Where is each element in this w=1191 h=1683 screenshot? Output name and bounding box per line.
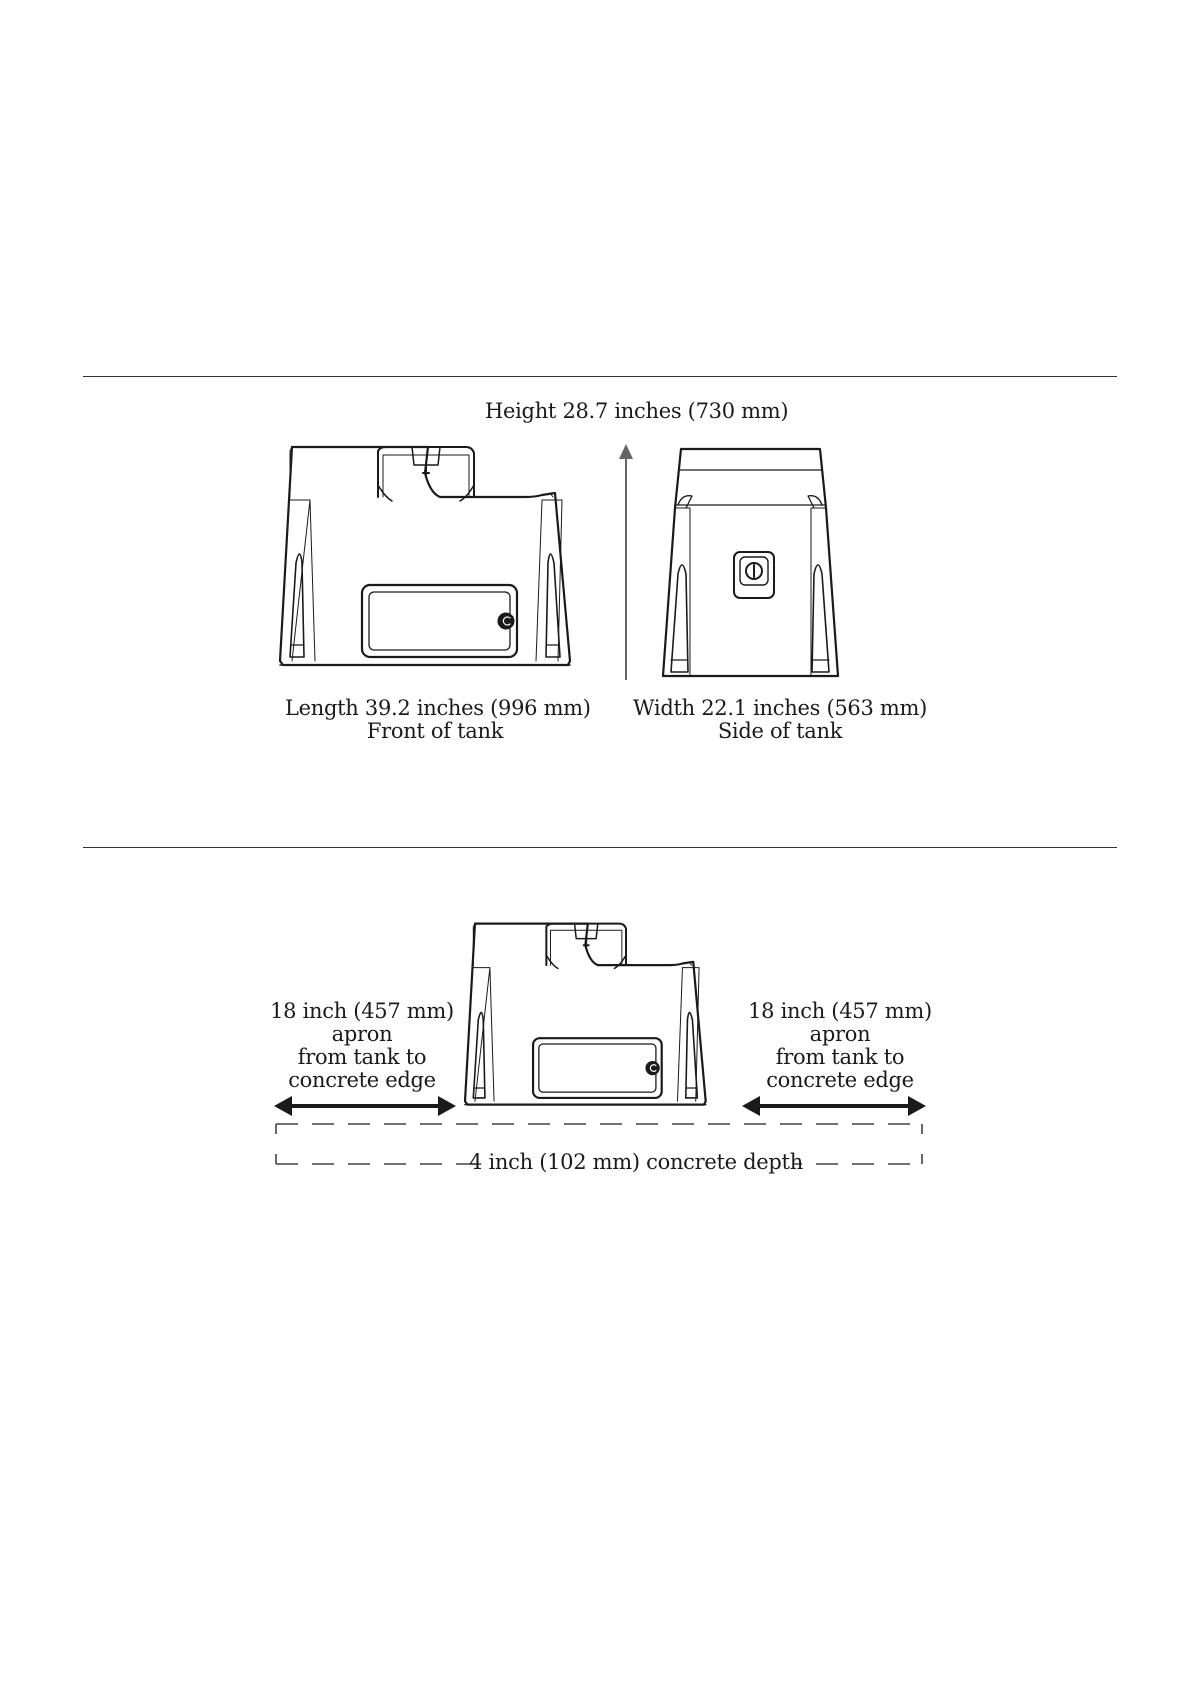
right-apron-line-2: apron	[809, 1022, 871, 1046]
concrete-depth-label: 4 inch (102 mm) concrete depth	[469, 1150, 803, 1174]
front-of-tank-drawing	[280, 447, 570, 665]
right-apron-line-1: 18 inch (457 mm)	[748, 999, 932, 1023]
right-apron-line-3: from tank to	[775, 1045, 905, 1069]
right-apron-arrow	[742, 1096, 926, 1116]
side-caption: Side of tank	[717, 719, 843, 743]
height-arrow	[619, 444, 633, 680]
side-of-tank-drawing	[663, 449, 838, 676]
installed-tank-drawing	[465, 924, 706, 1105]
left-apron-line-2: apron	[331, 1022, 393, 1046]
front-dimension-label: Length 39.2 inches (996 mm)	[285, 696, 591, 720]
front-caption: Front of tank	[366, 719, 504, 743]
left-apron-line-4: concrete edge	[288, 1068, 436, 1092]
right-apron-label	[740, 1000, 940, 1092]
height-label: Height 28.7 inches (730 mm)	[485, 399, 789, 423]
side-dimension-label: Width 22.1 inches (563 mm)	[632, 696, 928, 720]
right-apron-line-4: concrete edge	[766, 1068, 914, 1092]
left-apron-arrow	[274, 1096, 456, 1116]
left-apron-line-3: from tank to	[297, 1045, 427, 1069]
left-apron-label	[262, 1000, 462, 1092]
left-apron-line-1: 18 inch (457 mm)	[270, 999, 454, 1023]
